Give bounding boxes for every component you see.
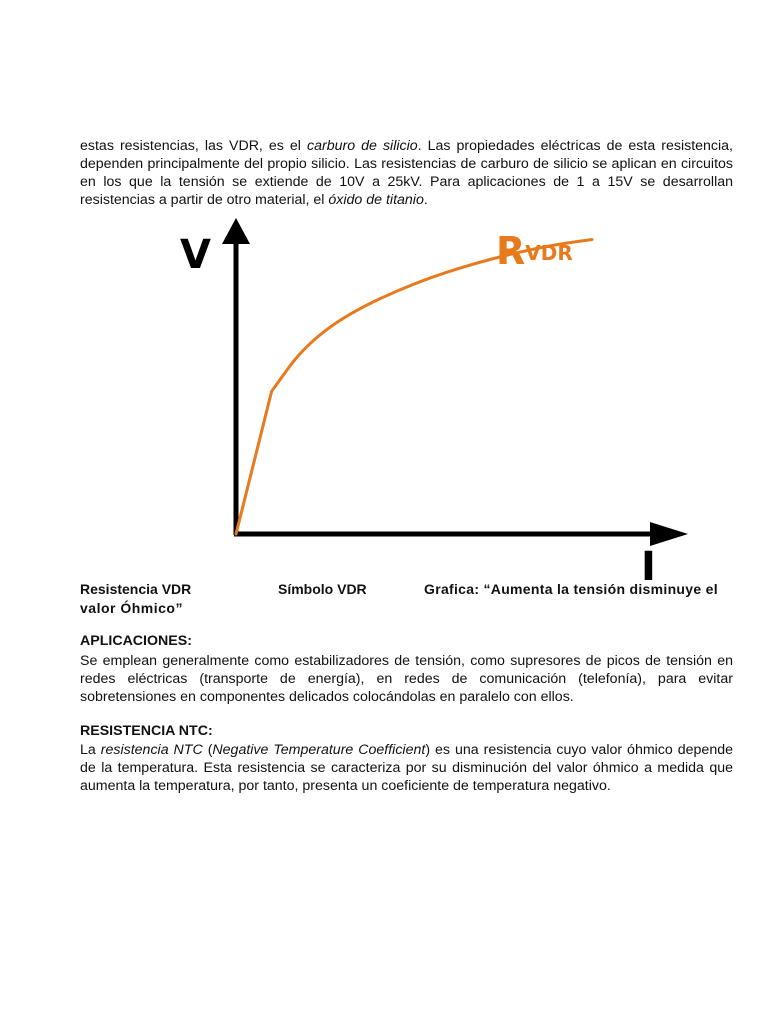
intro-emphasis-oxido: óxido de titanio <box>328 192 424 208</box>
ntc-text-3: ) es una resistencia cuyo valor óhmico depende de la temperatura. Esta resistencia se caracteriza por su disminución del valor óhmico a medida que aumenta la temperatura, por tanto, presenta un coeficiente de temperatura negativo. <box>80 742 733 794</box>
x-axis-arrow <box>650 522 688 546</box>
curve-label-main: R <box>496 229 526 273</box>
vdr-chart <box>0 210 768 590</box>
aplicaciones-paragraph: Se emplean generalmente como estabilizadores de tensión, como supresores de picos de tensión en redes eléctricas (transporte de energía), en redes de comunicación (telefonía), para evitar sobretensiones en componentes delicados colocándolas en paralelo con ellos. <box>80 653 733 705</box>
vdr-curve <box>236 240 592 535</box>
vdr-figure <box>0 210 768 590</box>
caption-resistencia: Resistencia VDR <box>80 581 192 597</box>
intro-text-2: . Las propiedades eléctricas de esta resistencia, dependen principalmente del propio silicio. Las resistencias de carburo de silicio se aplican en circuitos en los que la tensión se extiende de 10V a 25kV. Para aplicaciones de 1 a 15V se desarrollan resistencias a partir de otro material, el <box>80 138 733 208</box>
caption-grafica-cont: valor Óhmico” <box>80 600 183 616</box>
ntc-paragraph <box>80 741 733 795</box>
intro-paragraph <box>80 137 733 209</box>
intro-emphasis-carburo: carburo de silicio <box>307 138 418 154</box>
curve-label-sub: VDR <box>525 241 573 265</box>
ntc-emphasis-resistencia: resistencia NTC <box>100 742 203 758</box>
ntc-text-2: ( <box>202 742 213 758</box>
curve-label <box>496 229 573 273</box>
y-axis-label: V <box>180 232 211 278</box>
ntc-emphasis-coefficient: Negative Temperature Coefficient <box>212 742 426 758</box>
ntc-heading: RESISTENCIA NTC: <box>80 723 213 739</box>
ntc-text-1: La <box>80 742 101 758</box>
intro-text-1: estas resistencias, las VDR, es el <box>80 138 307 154</box>
x-axis-label: I <box>641 544 656 590</box>
caption-grafica: Grafica: “Aumenta la tensión disminuye el <box>424 581 718 597</box>
aplicaciones-heading: APLICACIONES: <box>80 633 192 649</box>
caption-simbolo: Símbolo VDR <box>278 581 367 597</box>
y-axis-arrow <box>222 218 250 244</box>
intro-text-3: . <box>423 192 428 208</box>
